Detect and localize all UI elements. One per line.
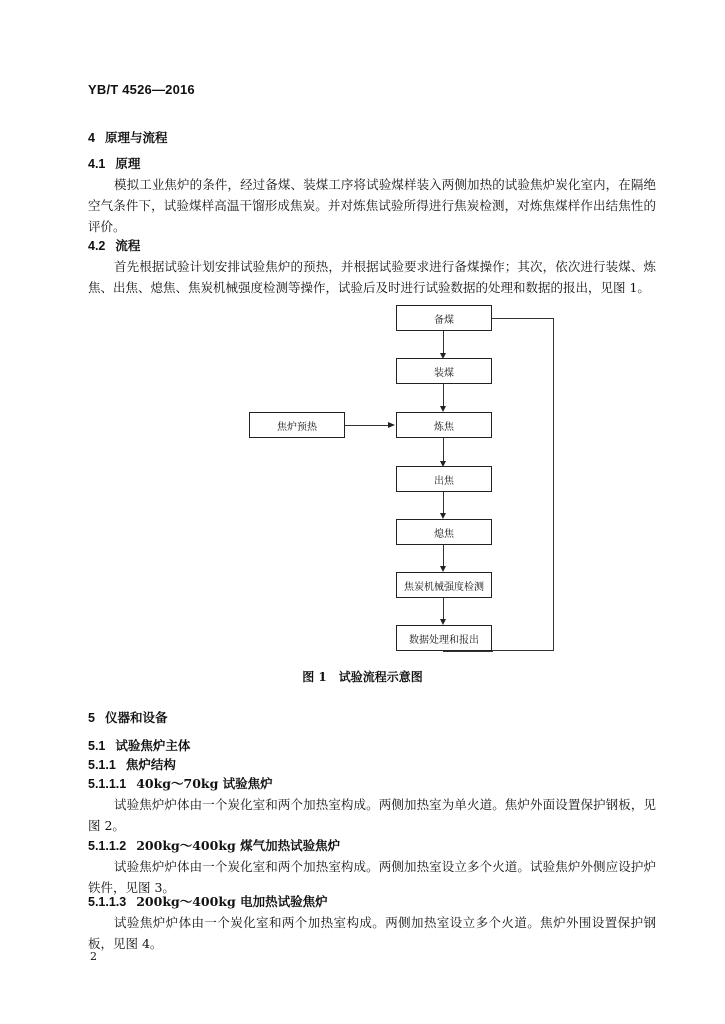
section-5-1-1-heading [88,755,176,773]
section-title: 40kg～70kg 试验焦炉 [136,776,273,791]
flow-step-pushing: 出焦 [396,466,492,492]
section-5-1-1-1-text: 试验焦炉炉体由一个炭化室和两个加热室构成。两侧加热室为单火道。焦炉外面设置保护钢板，见图 2。 [88,797,656,833]
section-5-heading [88,708,167,726]
flow-step-coal-prep: 备煤 [396,305,492,331]
flow-step-quenching: 熄焦 [396,519,492,545]
standard-number: YB/T 4526—2016 [88,82,195,97]
section-5-1-1-2-heading [88,836,340,854]
section-title: 焦炉结构 [125,757,176,772]
figure-caption: 图 1 试验流程示意图 [302,670,423,684]
flow-step-coking: 炼焦 [396,412,492,438]
section-title: 200kg～400kg 电加热试验焦炉 [136,894,328,909]
flow-feedback-frame [492,318,554,651]
section-4-2-heading [88,236,140,254]
section-title: 原理与流程 [104,130,168,145]
section-4-2-text: 首先根据试验计划安排试验焦炉的预热，并根据试验要求进行备煤操作；其次，依次进行装煤、炼焦、出焦、熄焦、焦炭机械强度检测等操作，试验后及时进行试验数据的处理和数据的报出，见图 1。 [88,259,656,295]
section-5-1-1-2-text: 试验焦炉炉体由一个炭化室和两个加热室构成。两侧加热室设立多个火道。试验焦炉外侧应设护炉铁件，见图 3。 [88,859,656,895]
flow-step-data-report: 数据处理和报出 [396,625,492,651]
flow-step-preheat: 焦炉预热 [249,412,345,438]
section-number: 4.2 [88,239,106,253]
section-4-1-text: 模拟工业焦炉的条件，经过备煤、装煤工序将试验煤样装入两侧加热的试验焦炉炭化室内，在隔绝空气条件下，试验煤样高温干馏形成焦炭。并对炼焦试验所得进行焦炭检测，对炼焦煤样作出结焦性的评价。 [88,177,656,234]
section-4-1-heading [88,154,140,172]
arrow-right-icon [388,422,395,428]
section-number: 5.1 [88,739,106,753]
section-5-1-1-3-text: 试验焦炉炉体由一个炭化室和两个加热室构成。两侧加热室设立多个火道。焦炉外围设置保护钢板，见图 4。 [88,915,656,951]
flow-connector-horizontal [443,651,493,652]
section-number: 5.1.1.2 [88,839,127,853]
section-number: 5.1.1.3 [88,895,127,909]
section-5-1-1-3-heading [88,892,328,910]
section-title: 原理 [115,156,141,171]
section-number: 5.1.1.1 [88,777,127,791]
section-title: 流程 [115,238,141,253]
section-5-1-heading [88,736,190,754]
page-number: 2 [90,950,97,963]
section-5-1-1-1-heading [88,774,273,792]
section-title: 仪器和设备 [104,710,168,725]
section-number: 4.1 [88,157,106,171]
section-number: 5.1.1 [88,758,116,772]
section-number: 5 [88,711,95,725]
section-number: 4 [88,131,95,145]
section-title: 试验焦炉主体 [115,738,191,753]
flow-connector-horizontal [345,425,390,426]
section-title: 200kg～400kg 煤气加热试验焦炉 [136,838,341,853]
flow-step-strength-test: 焦炭机械强度检测 [396,572,492,598]
flow-step-charging: 装煤 [396,358,492,384]
section-4-heading [88,128,167,146]
